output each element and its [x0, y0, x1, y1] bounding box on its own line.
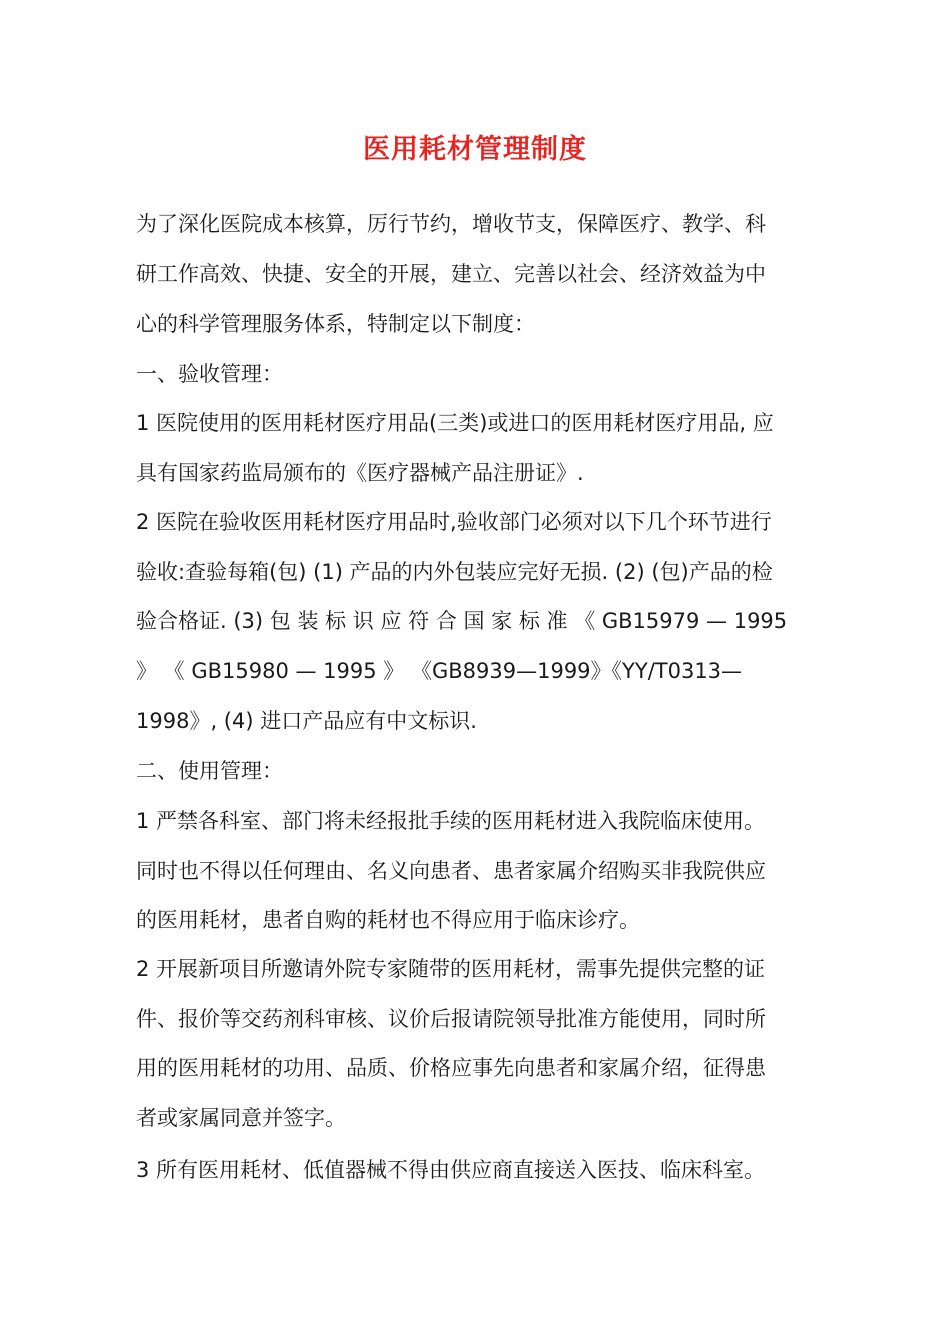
document-title: 医用耗材管理制度 — [363, 134, 587, 165]
paragraph-line: 用的医用耗材的功用、品质、价格应事先向患者和家属介绍，征得患 — [136, 1056, 766, 1080]
paragraph-line: 验收:查验每箱(包) (1) 产品的内外包装应完好无损. (2) (包)产品的检 — [136, 560, 773, 584]
section-heading: 一、验收管理： — [136, 362, 283, 386]
paragraph-line: 件、报价等交药剂科审核、议价后报请院领导批准方能使用，同时所 — [136, 1007, 766, 1031]
paragraph-line: 研工作高效、快捷、安全的开展，建立、完善以社会、经济效益为中 — [136, 262, 766, 286]
paragraph-line: 的医用耗材，患者自购的耗材也不得应用于临床诊疗。 — [136, 908, 640, 932]
paragraph-line: 》 《 GB15980 — 1995 》 《GB8939—1999》《YY/T0313— — [136, 659, 743, 683]
paragraph-line: 1 医院使用的医用耗材医疗用品(三类)或进口的医用耗材医疗用品, 应 — [136, 411, 774, 435]
section-heading: 二、使用管理： — [136, 759, 283, 783]
paragraph-line: 2 医院在验收医用耗材医疗用品时,验收部门必须对以下几个环节进行 — [136, 510, 772, 534]
paragraph-line: 3 所有医用耗材、低值器械不得由供应商直接送入医技、临床科室。 — [136, 1158, 766, 1182]
paragraph-line: 心的科学管理服务体系，特制定以下制度： — [136, 312, 535, 336]
paragraph-line: 为了深化医院成本核算，厉行节约，增收节支，保障医疗、教学、科 — [136, 212, 766, 236]
paragraph-line: 1998》, (4) 进口产品应有中文标识. — [136, 709, 477, 733]
paragraph-line: 2 开展新项目所邀请外院专家随带的医用耗材，需事先提供完整的证 — [136, 957, 766, 981]
paragraph-line: 同时也不得以任何理由、名义向患者、患者家属介绍购买非我院供应 — [136, 859, 766, 883]
paragraph-line: 者或家属同意并签字。 — [136, 1106, 346, 1130]
paragraph-line: 具有国家药监局颁布的《医疗器械产品注册证》. — [136, 461, 584, 485]
paragraph-line: 1 严禁各科室、部门将未经报批手续的医用耗材进入我院临床使用。 — [136, 809, 766, 833]
paragraph-line: 验合格证. (3) 包 装 标 识 应 符 合 国 家 标 准 《 GB15979 — 1995 — [136, 609, 788, 633]
